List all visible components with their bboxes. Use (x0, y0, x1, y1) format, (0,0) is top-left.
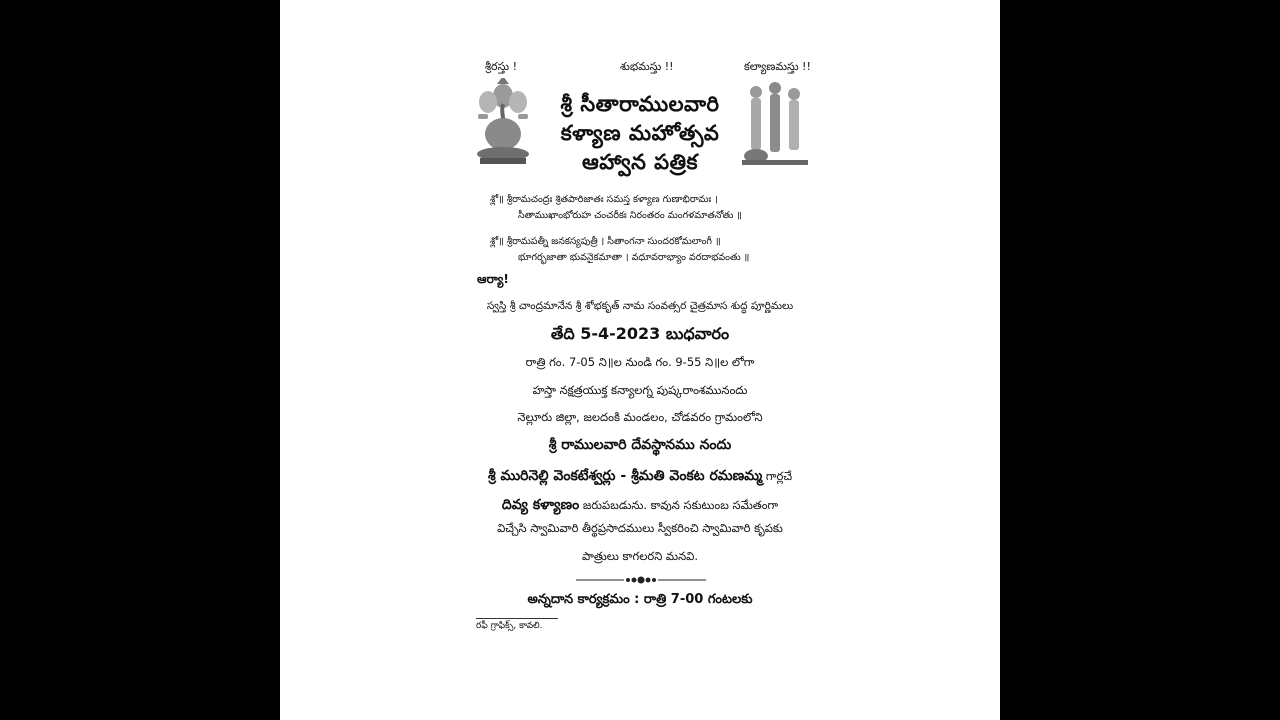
title-line-2: కళ్యాణ మహోత్సవ (560, 121, 720, 145)
greeting: ఆర్యా! (477, 272, 509, 286)
annadanam-line (280, 588, 1000, 610)
verse-1-line-2: సీతాముఖాంభోరుహ చంచరీకః నిరంతరం మంగళమాతనోతు ॥ (518, 210, 742, 221)
title-line-3: ఆహ్వాన పత్రిక (582, 150, 698, 174)
nakshatra-line: హస్తా నక్షత్రయుక్త కన్యాలగ్న పుష్కరాంశమునందు (532, 383, 748, 397)
kalyanam-line (280, 494, 1000, 516)
ornament-divider (576, 573, 706, 587)
place-line: నెల్లూరు జిల్లా, జలదంకి మండలం, చోడవరం గ్రామంలోని (517, 410, 763, 424)
kalyanam-bold: దివ్య కళ్యాణం (501, 497, 580, 513)
hosts-line (280, 465, 1000, 487)
verse-2-line-1: శ్లో॥ శ్రీరామపత్నీ జనకస్యపుత్రీ । సీతాంగనా సుందరకోమలాంగీ ॥ (490, 236, 721, 247)
invite-line: విచ్చేసి స్వామివారి తీర్థప్రసాదములు స్వీకరించి స్వామివారి కృపకు (497, 521, 783, 535)
time-line: రాత్రి గం. 7-05 ని॥ల నుండి గం. 9-55 ని॥ల లోగా (525, 355, 755, 369)
blessing-left: శ్రీరస్తు ! (485, 60, 518, 73)
blessing-right: కల్యాణమస్తు !! (744, 60, 811, 73)
year-line: స్వస్తి శ్రీ చాంద్రమానేన శ్రీ శోభకృత్ నామ సంవత్సర చైత్రమాస శుద్ధ పూర్ణిమలు (486, 300, 794, 312)
printer-credit: రఫీ గ్రాఫిక్స్, కావలి. (476, 621, 543, 631)
annadanam-time: రాత్రి 7-00 గంటలకు (639, 592, 753, 607)
temple-line: శ్రీ రాములవారి దేవస్థానము నందు (548, 437, 732, 453)
hosts-names: శ్రీ మురినెల్లి వెంకటేశ్వర్లు - శ్రీమతి వెంకట రమణమ్మ (487, 468, 763, 484)
closing-line: పాత్రులు కాగలరని మనవి. (581, 549, 699, 563)
date-line: తేది 5-4-2023 బుధవారం (550, 324, 730, 343)
annadanam-label: అన్నదాన కార్యక్రమం : (527, 592, 640, 607)
title-line-1: శ్రీ సీతారాములవారి (560, 92, 720, 116)
invitation-page (280, 0, 1000, 720)
verse-1-line-1: శ్లో॥ శ్రీరామచంద్రః శ్రితపారిజాతః సమస్త కళ్యాణ గుణాభిరామః । (490, 194, 718, 205)
blessing-center: శుభమస్తు !! (620, 60, 674, 73)
verse-2-line-2: భూగర్భజాతా భువనైకమాతా । వధూవరాభ్యాం వరదాభవంతు ॥ (518, 252, 750, 263)
kalyanam-suffix: జరుపబడును. కావున సకుటుంబ సమేతంగా (579, 498, 779, 512)
footer-rule (476, 618, 558, 619)
hosts-suffix: గార్లచే (762, 469, 793, 483)
